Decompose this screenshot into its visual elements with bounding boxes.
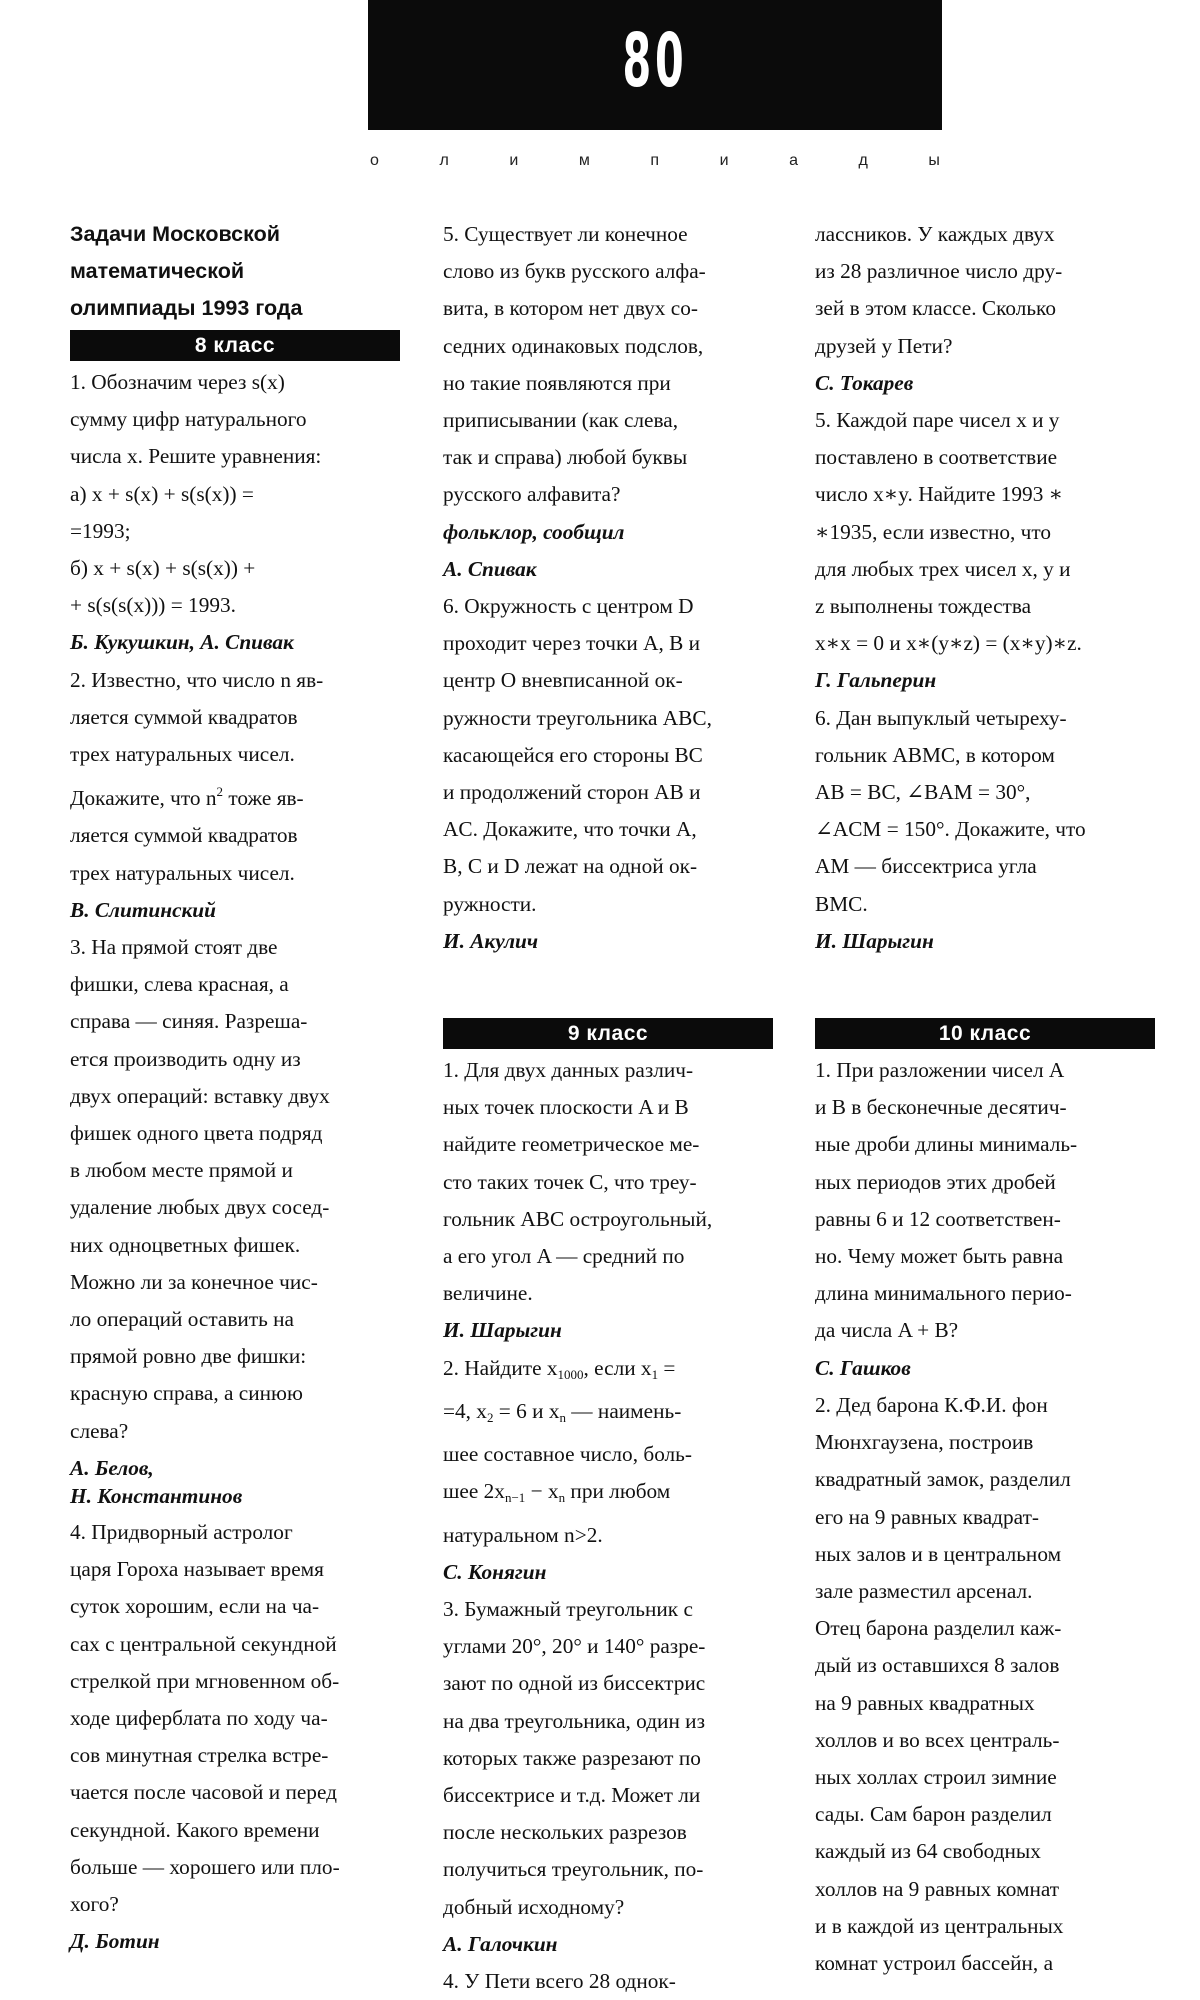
text-line: из 28 различное число дру-: [815, 259, 1063, 284]
text-line: прямой ровно две фишки:: [70, 1344, 307, 1369]
text-line: ных залов и в центральном: [815, 1541, 1062, 1566]
text-line: вита, в котором нет двух со-: [443, 296, 698, 321]
text-line: 3. Бумажный треугольник с: [443, 1596, 693, 1621]
problem-8-2: [70, 662, 400, 929]
grade-8-header: 8 класс: [70, 330, 400, 361]
text-line: холлов и во всех централь-: [815, 1727, 1060, 1752]
text-line: а его угол A — средний по: [443, 1244, 685, 1269]
column-3: [815, 216, 1155, 1982]
text-line: сов минутная стрелка встре-: [70, 1743, 329, 1768]
page-header-block: [368, 0, 942, 130]
text-line: двух операций: вставку двух: [70, 1083, 330, 1108]
text-line: 1. Для двух данных различ-: [443, 1058, 694, 1083]
problem-8-6: [443, 588, 773, 960]
text-line: больше — хорошего или пло-: [70, 1854, 340, 1879]
text-line: шее $2x_{n-1} - x_n$ при любом: [443, 1479, 671, 1506]
text-line: 5. Существует ли конечное: [443, 222, 688, 246]
text-line: =1993;: [70, 518, 131, 543]
text-line: для любых трех чисел x, y и: [815, 556, 1071, 581]
column-2: [443, 216, 773, 2000]
grade-10-header: 10 класс: [815, 1018, 1155, 1049]
text-line: зей в этом классе. Сколько: [815, 296, 1056, 321]
problem-author: А. Галочкин: [443, 1931, 558, 1956]
text-line: BMC.: [815, 891, 868, 916]
section-letter: д: [858, 152, 868, 169]
problem-author: Г. Гальперин: [815, 668, 937, 693]
text-line: хого?: [70, 1891, 119, 1916]
problem-author: В. Слитинский: [70, 897, 217, 922]
text-line: лассников. У каждых двух: [815, 222, 1055, 246]
text-line: ных точек плоскости A и B: [443, 1095, 689, 1120]
section-letter: а: [789, 152, 798, 169]
problem-author: Д. Ботин: [70, 1929, 160, 1954]
problem-author: Б. Кукушкин, А. Спивак: [70, 630, 294, 655]
text-line: зают по одной из биссектрис: [443, 1671, 706, 1696]
text-line: на 9 равных квадратных: [815, 1690, 1035, 1715]
article-title: Задачи Московской: [70, 222, 280, 246]
text-line: получиться треугольник, по-: [443, 1857, 704, 1882]
text-line: стрелкой при мгновенном об-: [70, 1668, 340, 1693]
text-line: ∠ACM = 150°. Докажите, что: [815, 817, 1086, 842]
text-line: AM — биссектриса угла: [815, 854, 1037, 879]
text-line: сумму цифр натурального: [70, 407, 307, 432]
text-line: 2. Известно, что число n яв-: [70, 667, 324, 692]
text-line: ные дроби длины минималь-: [815, 1132, 1078, 1157]
text-line: z выполнены тождества: [815, 594, 1032, 619]
text-line: слово из букв русского алфа-: [443, 259, 706, 284]
text-line: седних одинаковых подслов,: [443, 333, 704, 358]
text-line: холлов на 9 равных комнат: [815, 1876, 1060, 1901]
text-line: AB = BC, ∠BAM = 30°,: [815, 780, 1031, 805]
text-line: и B в бесконечные десятич-: [815, 1095, 1067, 1120]
grade-9-header: 9 класс: [443, 1018, 773, 1049]
text-line: длина минимального перио-: [815, 1281, 1072, 1306]
text-line: ходе циферблата по ходу ча-: [70, 1705, 328, 1730]
text-line: и в каждой из центральных: [815, 1913, 1064, 1938]
text-line: которых также разрезают по: [443, 1745, 701, 1770]
text-line: ется производить одну из: [70, 1046, 301, 1071]
text-line: 2. Дед барона К.Ф.И. фон: [815, 1392, 1048, 1417]
text-line: найдите геометрическое ме-: [443, 1132, 700, 1157]
text-line: ляется суммой квадратов: [70, 823, 298, 848]
text-line: 1. При разложении чисел A: [815, 1058, 1065, 1083]
text-line: 6. Дан выпуклый четыреху-: [815, 705, 1067, 730]
text-line: гольник ABMC, в котором: [815, 742, 1055, 767]
text-line: ных периодов этих дробей: [815, 1169, 1056, 1194]
text-line: 2. Найдите $x_{1000}$, если $x_1$ =: [443, 1355, 676, 1382]
text-line: ных холлах строил зимние: [815, 1764, 1057, 1789]
text-line: число x∗y. Найдите 1993 ∗: [815, 482, 1064, 507]
spacer: [815, 960, 1155, 1015]
problem-10-1: [815, 1052, 1155, 1387]
text-line: ружности.: [443, 891, 537, 916]
text-line: ло операций оставить на: [70, 1307, 295, 1332]
text-line: Отец барона разделил каж-: [815, 1616, 1062, 1641]
text-line: + s(s(s(x))) = 1993.: [70, 593, 236, 618]
text-line: фишки, слева красная, а: [70, 972, 289, 997]
problem-author: С. Токарев: [815, 370, 914, 395]
text-line: Докажите, что $n^2$ тоже яв-: [70, 784, 304, 811]
problem-author: С. Гашков: [815, 1355, 911, 1380]
text-line: суток хорошим, если на ча-: [70, 1594, 320, 1619]
text-line: касающейся его стороны BC: [443, 742, 703, 767]
text-line: ружности треугольника ABC,: [443, 705, 712, 730]
text-line: углами 20°, 20° и 140° разре-: [443, 1634, 706, 1659]
text-line: поставлено в соответствие: [815, 445, 1058, 470]
text-line: центр O вневписанной ок-: [443, 668, 683, 693]
text-line: 4. Придворный астролог: [70, 1519, 293, 1544]
text-line: и продолжений сторон AB и: [443, 780, 701, 805]
article-title: олимпиады 1993 года: [70, 296, 303, 320]
text-line: Мюнхгаузена, построив: [815, 1430, 1034, 1455]
text-line: добный исходному?: [443, 1894, 625, 1919]
section-letter: и: [719, 152, 729, 169]
text-line: 5. Каждой паре чисел x и y: [815, 408, 1060, 433]
section-label: [370, 152, 940, 170]
text-line: удаление любых двух сосед-: [70, 1195, 330, 1220]
text-line: сто таких точек C, что треу-: [443, 1169, 697, 1194]
text-line: них одноцветных фишек.: [70, 1232, 301, 1257]
section-letter: л: [439, 152, 449, 169]
text-line: =4, $x_2 = 6$ и $x_n$ — наимень-: [443, 1398, 682, 1425]
text-line: но такие появляются при: [443, 370, 671, 395]
section-letter: п: [650, 152, 660, 169]
section-letter: и: [509, 152, 519, 169]
problem-author: Н. Константинов: [70, 1483, 243, 1508]
text-line: квадратный замок, разделил: [815, 1467, 1071, 1492]
problem-author: И. Шарыгин: [443, 1318, 562, 1343]
text-line: Можно ли за конечное чис-: [70, 1269, 318, 1294]
text-line: трех натуральных чисел.: [70, 860, 295, 885]
problem-9-3: [443, 1591, 773, 1963]
text-line: ∗1935, если известно, что: [815, 519, 1052, 544]
text-line: друзей у Пети?: [815, 333, 953, 358]
page-number: 80: [622, 18, 688, 104]
text-line: сады. Сам барон разделил: [815, 1802, 1052, 1827]
problem-author: А. Белов,: [70, 1455, 154, 1480]
text-line: после нескольких разрезов: [443, 1820, 687, 1845]
problem-author: И. Шарыгин: [815, 928, 934, 953]
text-line: комнат устроил бассейн, а: [815, 1950, 1054, 1975]
text-line: но. Чему может быть равна: [815, 1244, 1064, 1269]
text-line: 6. Окружность с центром D: [443, 594, 694, 619]
text-line: его на 9 равных квадрат-: [815, 1504, 1039, 1529]
problem-9-6: [815, 700, 1155, 960]
text-line: B, C и D лежат на одной ок-: [443, 854, 698, 879]
text-line: так и справа) любой буквы: [443, 445, 688, 470]
text-line: зале разместил арсенал.: [815, 1578, 1033, 1603]
text-line: x∗x = 0 и x∗(y∗z) = (x∗y)∗z.: [815, 631, 1082, 656]
text-line: справа — синяя. Разреша-: [70, 1009, 308, 1034]
problem-9-1: [443, 1052, 773, 1350]
problem-9-4-cont: [815, 216, 1155, 402]
problem-source-note: фольклор, сообщил: [443, 519, 625, 544]
text-line: да числа A + B?: [815, 1318, 959, 1343]
article-title: математической: [70, 259, 245, 283]
column-1: [70, 216, 400, 1960]
text-line: ляется суммой квадратов: [70, 704, 298, 729]
text-line: гольник ABC остроугольный,: [443, 1206, 713, 1231]
problem-8-5: [443, 216, 773, 588]
text-line: слева?: [70, 1418, 129, 1443]
text-line: красную справа, а синюю: [70, 1381, 303, 1406]
problem-author: С. Конягин: [443, 1559, 547, 1584]
text-line: сах с центральной секундной: [70, 1631, 337, 1656]
section-letter: м: [578, 152, 590, 169]
problem-author: И. Акулич: [443, 928, 539, 953]
problem-author: А. Спивак: [443, 556, 537, 581]
problem-10-2: [815, 1387, 1155, 1982]
text-line: 1. Обозначим через s(x): [70, 370, 285, 394]
text-line: чается после часовой и перед: [70, 1780, 337, 1805]
section-letter: о: [370, 152, 379, 169]
text-line: дый из оставшихся 8 залов: [815, 1653, 1060, 1678]
text-line: каждый из 64 свободных: [815, 1839, 1041, 1864]
text-line: на два треугольника, один из: [443, 1708, 705, 1733]
spacer: [443, 960, 773, 1015]
problem-9-5: [815, 402, 1155, 700]
text-line: а) x + s(x) + s(s(x)) =: [70, 481, 254, 506]
text-line: биссектрисе и т.д. Может ли: [443, 1782, 701, 1807]
text-line: шее составное число, боль-: [443, 1442, 692, 1467]
text-line: царя Гороха называет время: [70, 1557, 324, 1582]
text-line: равны 6 и 12 соответствен-: [815, 1206, 1061, 1231]
text-line: фишек одного цвета подряд: [70, 1121, 323, 1146]
problem-8-1: [70, 364, 400, 662]
text-line: трех натуральных чисел.: [70, 742, 295, 767]
text-line: 3. На прямой стоят две: [70, 935, 278, 960]
text-line: величине.: [443, 1281, 533, 1306]
text-line: натуральном n>2.: [443, 1522, 603, 1547]
problem-8-3: [70, 929, 400, 1510]
text-line: секундной. Какого времени: [70, 1817, 320, 1842]
problem-8-4: [70, 1514, 400, 1960]
text-line: AC. Докажите, что точки A,: [443, 817, 697, 842]
problem-9-4-start: 4. У Пети всего 28 однок-: [443, 1968, 676, 1993]
problem-9-2: [443, 1350, 773, 1591]
section-letter: ы: [928, 152, 940, 169]
text-line: числа x. Решите уравнения:: [70, 444, 322, 469]
text-line: проходит через точки A, B и: [443, 631, 701, 656]
text-line: приписывании (как слева,: [443, 408, 679, 433]
text-line: русского алфавита?: [443, 482, 621, 507]
text-line: б) x + s(x) + s(s(x)) +: [70, 556, 256, 581]
text-line: в любом месте прямой и: [70, 1158, 293, 1183]
